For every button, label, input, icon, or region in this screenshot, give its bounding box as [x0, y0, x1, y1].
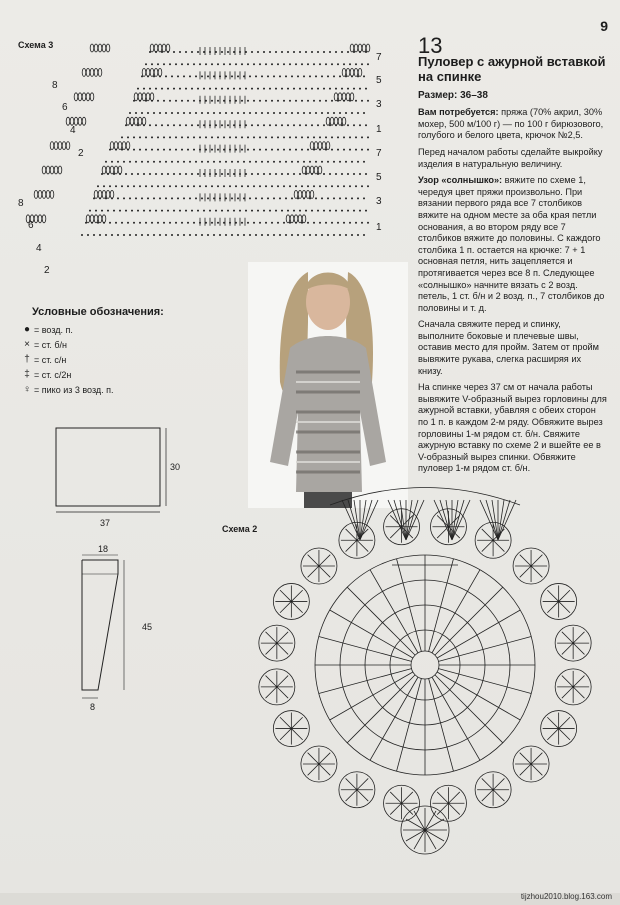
- legend-title: Условные обозначения:: [32, 306, 164, 318]
- materials-paragraph: Вам потребуется: пряжа (70% акрил, 30% мохер, 500 м/100 г) — по 100 г бирюзового, голубого и белого цвета, крючок №2,5.: [418, 107, 604, 141]
- paragraph-4: На спинке через 37 см от начала работы вывяжите V-образный вырез горловины для ажурной вставки, убавляя с обеих сторон по 1 п. в каждом 2-м ряду. Обвяжите вырез горловины 1-м рядом ст. б/н. Свяжите ажурную вставку по схеме 2 и вшейте ее в V-образный вырез спинки. Обвяжите пуловер 1-м рядом ст. б/н.: [418, 382, 607, 474]
- row-number-right: 1: [376, 222, 382, 233]
- paragraph-2: Узор «солнышко»: вяжите по схеме 1, чередуя цвет пряжи произвольно. При вязании первого ряда все 7 столбиков вяжите на одном месте за оба края петли основания, а во втором ряду все 7 столбиков вяжите до половины. С каждого столбика 1 п. остается на крючке: 7 + 1 основная петля, нить зацепляется и протягивается через все 8 п. Следующее «солнышко» начните вязать с 2 возд. петель, 1 ст. б/н и 2 возд. п., 7 столбиков до половины и т. д.: [418, 175, 605, 313]
- row-number-right: 7: [376, 52, 382, 63]
- schema2-label: Схема 2: [222, 524, 258, 534]
- watermark: tijzhou2010.blog.163.com: [520, 892, 612, 901]
- sleeve-top-dim: 18: [98, 544, 109, 554]
- row-number-left: 6: [28, 220, 34, 231]
- row-number-right: 3: [376, 99, 382, 110]
- row-number-left: 8: [18, 198, 24, 209]
- chain-stitch-icon: ●: [23, 324, 31, 335]
- row-number-left: 8: [52, 80, 58, 91]
- row-number-right: 3: [376, 196, 382, 207]
- legend-item: ● = возд. п.: [20, 322, 220, 337]
- article-number: 13: [418, 33, 443, 58]
- picot-icon: ♀: [23, 384, 31, 395]
- sleeve-bottom-dim: 8: [90, 702, 96, 712]
- schema3-label: Схема 3: [18, 40, 54, 50]
- paragraph-3: Сначала свяжите перед и спинку, выполните боковые и плечевые швы, оставив место для пройм. Затем от пройм вывяжите рукава, слегка расширяя их книзу.: [418, 319, 599, 376]
- row-number-right: 5: [376, 75, 382, 86]
- treble-crochet-icon: ‡: [24, 369, 30, 380]
- article-title: Пуловер с ажурной вставкой на спинке: [418, 53, 606, 84]
- body-width-dim: 37: [100, 518, 111, 528]
- row-number-right: 5: [376, 172, 382, 183]
- double-crochet-icon: †: [24, 354, 30, 365]
- row-number-right: 1: [376, 124, 382, 135]
- row-number-left: 4: [70, 125, 76, 136]
- article-size: Размер: 36–38: [418, 89, 488, 101]
- legend-item: ♀ = пико из 3 возд. п.: [20, 382, 220, 397]
- row-number-right: 7: [376, 148, 382, 159]
- legend-item: × = ст. б/н: [20, 337, 220, 352]
- row-number-left: 2: [44, 265, 50, 276]
- row-number-left: 2: [78, 148, 84, 159]
- page-number: 9: [600, 18, 608, 34]
- row-number-left: 6: [62, 102, 68, 113]
- sleeve-height-dim: 45: [142, 622, 153, 632]
- article: [418, 33, 608, 480]
- body-height-dim: 30: [170, 462, 181, 472]
- row-number-left: 4: [36, 243, 42, 254]
- single-crochet-icon: ×: [24, 339, 30, 350]
- paragraph-1: Перед началом работы сделайте выкройку изделия в натуральную величину.: [418, 146, 603, 169]
- legend-item: † = ст. с/н: [20, 352, 220, 367]
- legend-item: ‡ = ст. с/2н: [20, 367, 220, 382]
